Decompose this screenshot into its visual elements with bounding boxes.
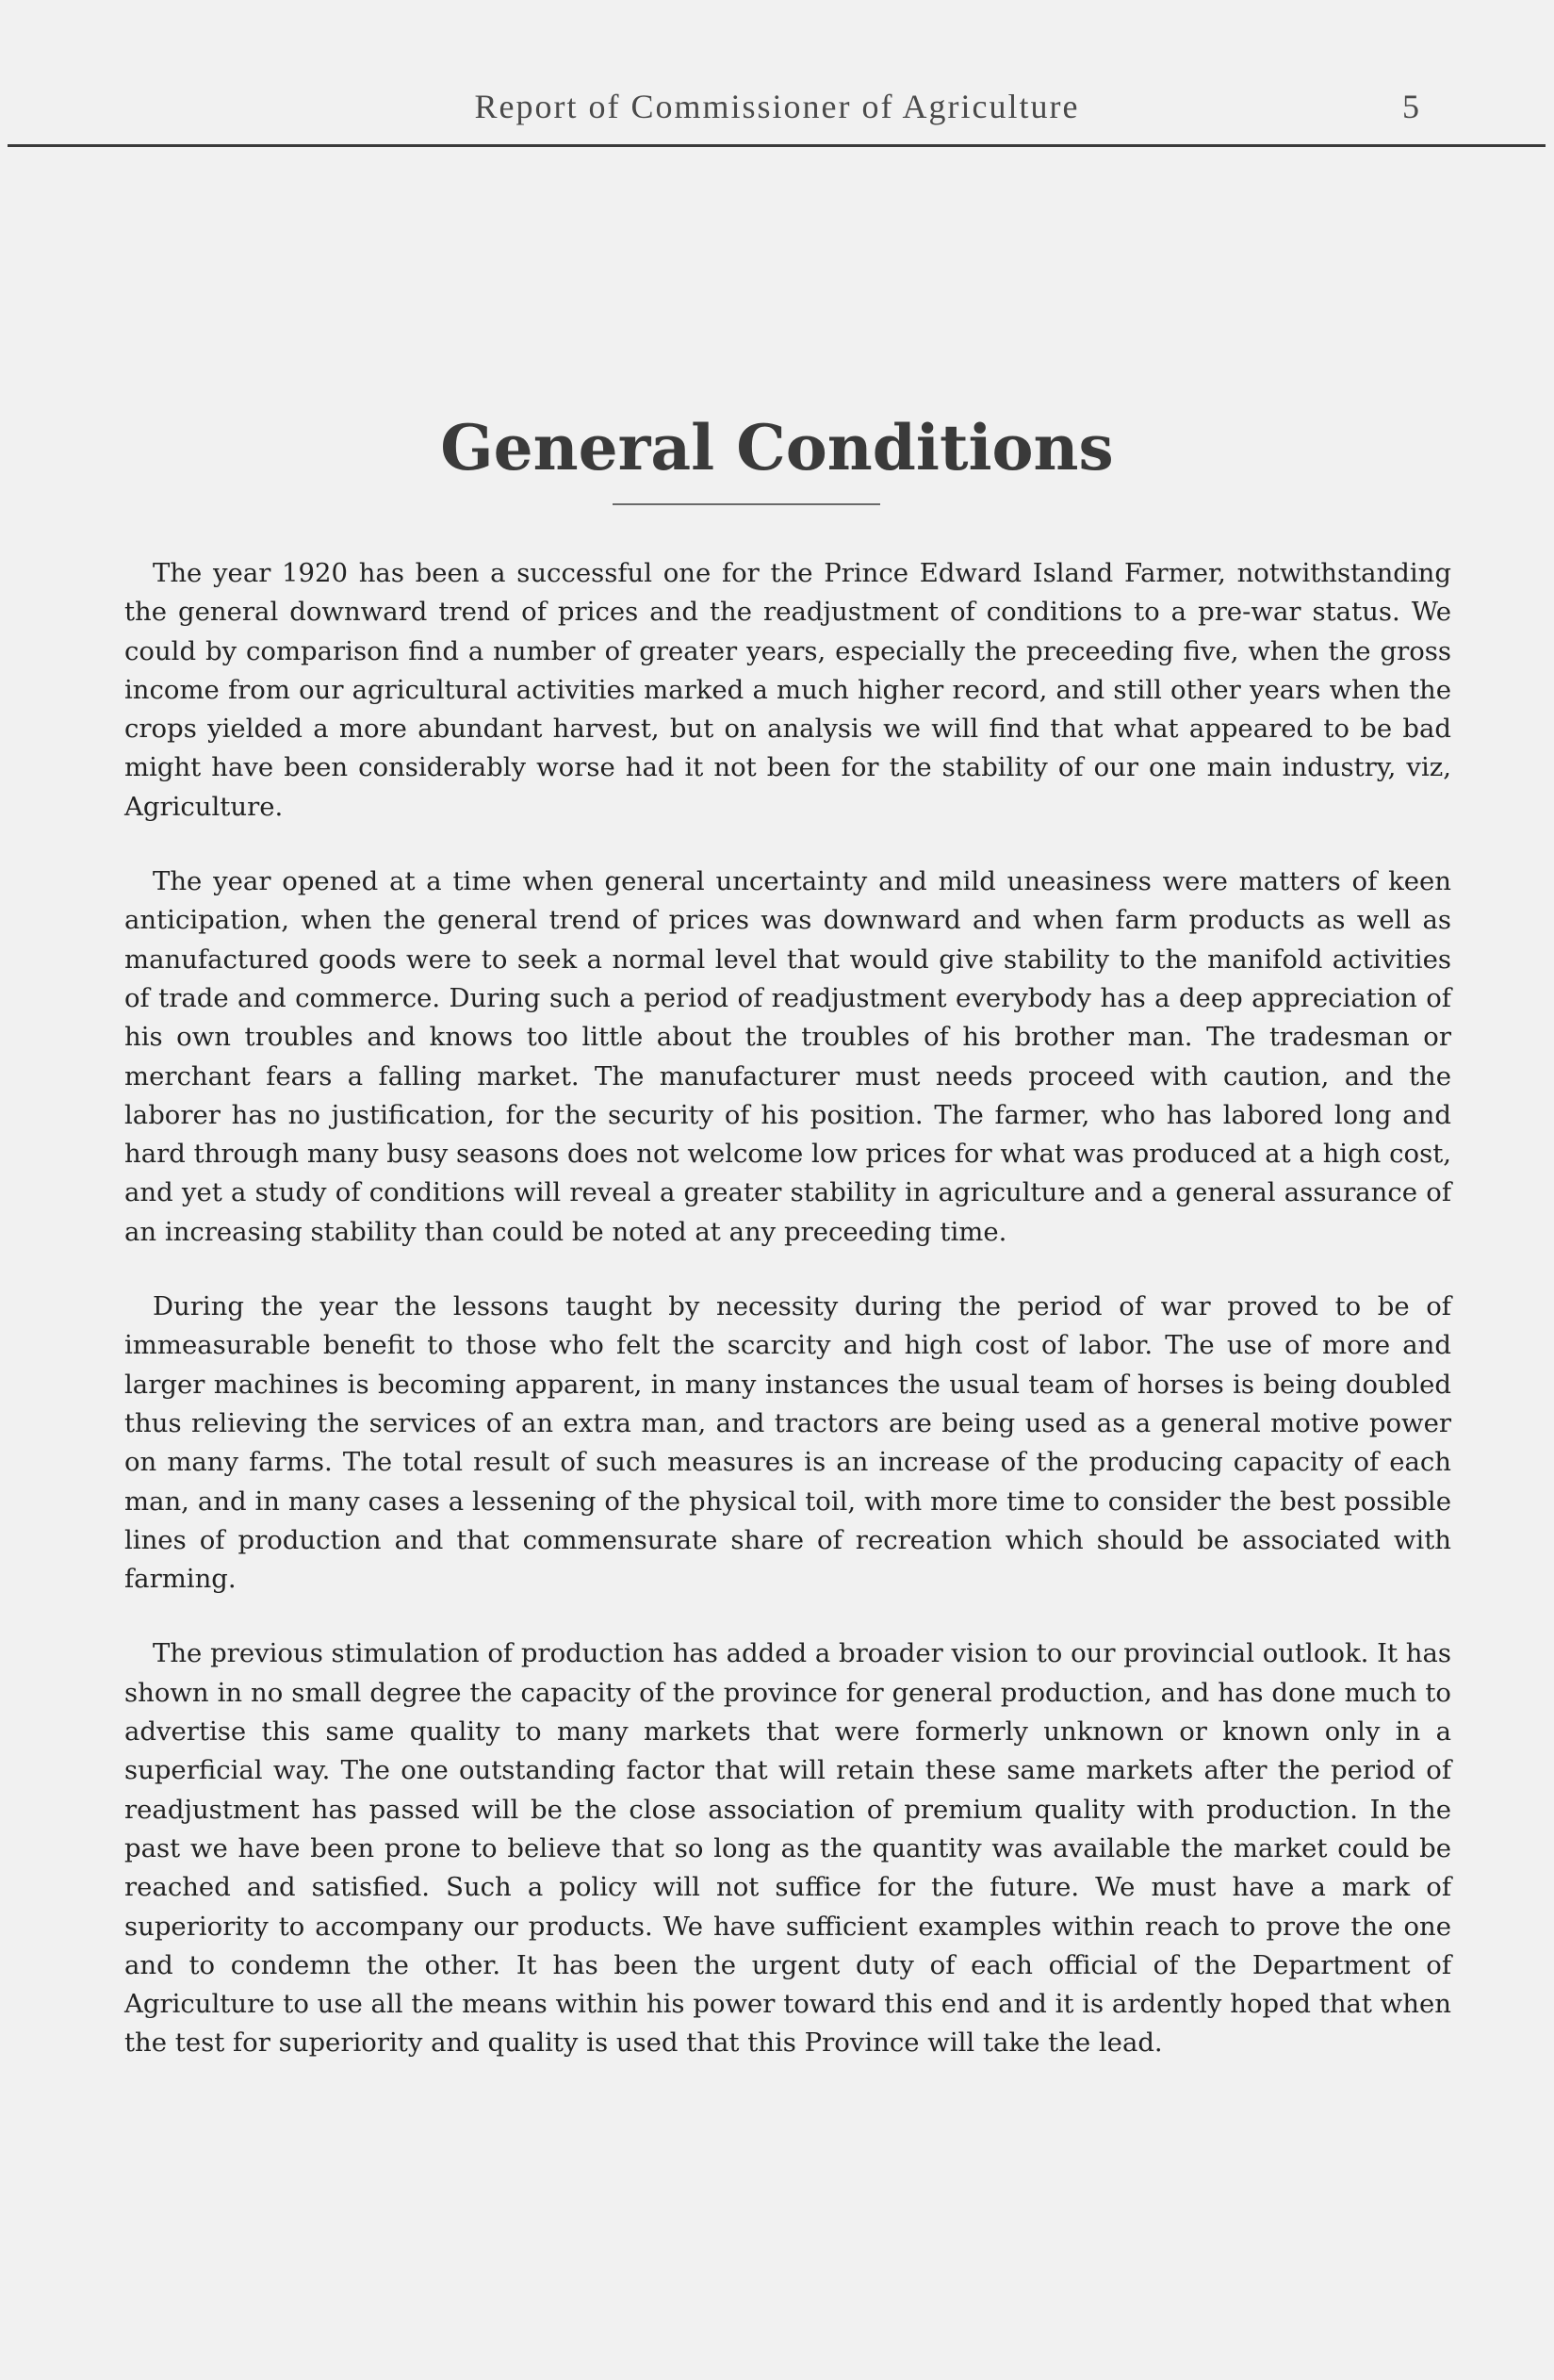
heading-rule bbox=[613, 503, 880, 505]
running-title: Report of Commissioner of Agriculture bbox=[474, 88, 1080, 125]
page-number: 5 bbox=[1402, 88, 1419, 125]
section-heading: General Conditions bbox=[440, 411, 1114, 485]
paragraph: The year opened at a time when general uncertainty and mild uneasiness were matters of keen anticipation, when the general trend of prices was downward and when farm products as well as manufactured goods were to seek a normal level that would give stability to the manifold activities of trade and commerce. During such a period of readjustment everybody has a deep appreciation of his own troubles and knows too little about the troubles of his brother man. The tradesman or merchant fears a falling market. The manufacturer must needs proceed with caution, and the laborer has no justification, for the security of his position. The farmer, who has labored long and hard through many busy seasons does not welcome low prices for what was produced at a high cost, and yet a study of conditions will reveal a greater stability in agriculture and a general assurance of an increasing stability than could be noted at any preceeding time. bbox=[124, 866, 1451, 1247]
paragraph: The year 1920 has been a successful one for the Prince Edward Island Farmer, notwithstanding the general downward trend of prices and the readjustment of conditions to a pre-war status. We could by comparison find a number of greater years, especially the preceeding five, when the gross income from our agricultural activities marked a much higher record, and still other years when the crops yielded a more abundant harvest, but on analysis we will find that what appeared to be bad might have been considerably worse had it not been for the stability of our one main industry, viz, Agriculture. bbox=[124, 558, 1451, 822]
header-rule bbox=[8, 144, 1546, 147]
paragraph: During the year the lessons taught by necessity during the period of war proved to be of immeasurable benefit to those who felt the scarcity and high cost of labor. The use of more and larger machines is becoming apparent, in many instances the usual team of horses is being doubled thus relieving the services of an extra man, and tractors are being used as a general motive power on many farms. The total result of such measures is an increase of the producing capacity of each man, and in many cases a lessening of the physical toil, with more time to consider the best possible lines of production and that commensurate share of recreation which should be associated with farming. bbox=[124, 1291, 1451, 1595]
paragraph: The previous stimulation of production has added a broader vision to our provincial outlook. It has shown in no small degree the capacity of the province for general production, and has done much to advertise this same quality to many markets that were formerly unknown or known only in a superficial way. The one outstanding factor that will retain these same markets after the period of readjustment has passed will be the close association of premium quality with production. In the past we have been prone to believe that so long as the quantity was available the market could be reached and satisfied. Such a policy will not suffice for the future. We must have a mark of superiority to accompany our products. We have sufficient examples within reach to prove the one and to condemn the other. It has been the urgent duty of each official of the Department of Agriculture to use all the means within his power toward this end and it is ardently hoped that when the test for superiority and quality is used that this Province will take the lead. bbox=[124, 1638, 1451, 2059]
body-text bbox=[124, 554, 1451, 2099]
running-header bbox=[0, 87, 1554, 134]
